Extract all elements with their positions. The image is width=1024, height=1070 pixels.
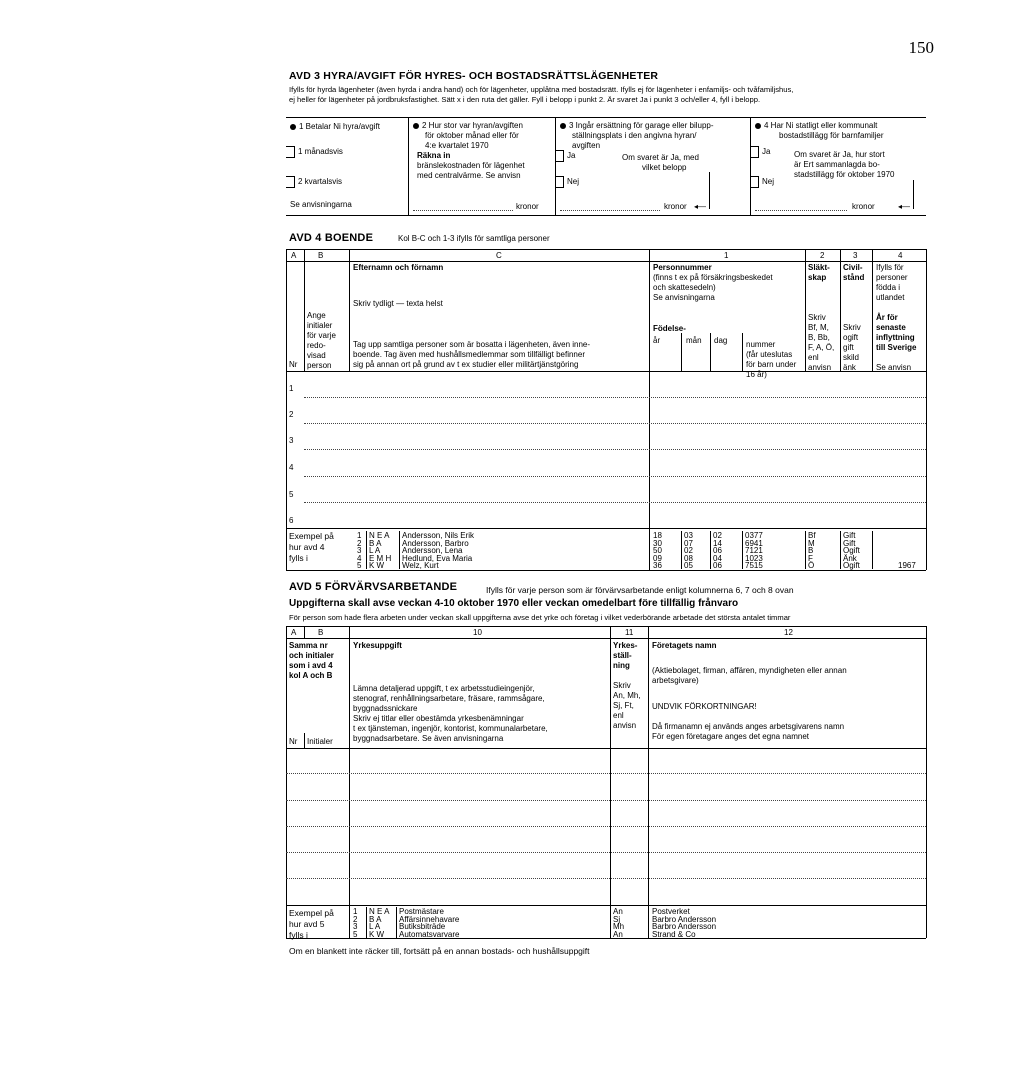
q1-note: Se anvisningarna — [290, 200, 352, 209]
example-cell-nr: 1 — [353, 907, 358, 916]
example-cell-dag: 06 — [713, 561, 722, 571]
example-cell-ftg: Barbro Andersson — [652, 922, 717, 932]
example-cell-ini: K W — [369, 929, 385, 939]
avd5-col-letter-10: 10 — [473, 628, 482, 637]
example-cell-yrke: Butiksbiträde — [399, 922, 446, 932]
avd5-footer: Om en blankett inte räcker till, fortsätt på en annan bostads- och hushållsuppgift — [289, 946, 590, 956]
arrow-left-icon: ◂— — [694, 202, 707, 211]
example-cell-yrke: Postmästare — [399, 907, 444, 916]
example-cell-stall: An — [613, 907, 623, 916]
avd4-example-label: Exempel på hur avd 4 fylls i — [289, 531, 334, 563]
col-letter-a: A — [291, 251, 297, 260]
example-cell-name: Andersson, Lena — [402, 546, 463, 556]
avd5-col-11-header: Yrkes- ställ- ning Skriv An, Mh, Sj, Ft, enl anvisn — [613, 641, 641, 730]
col-b-header: Ange initialer för varje redo- visad person — [307, 311, 336, 370]
bullet-icon — [560, 123, 566, 129]
q4-note: Om svaret är Ja, hur stort är Ert sammanlagda bo- stadstillägg för oktober 1970 — [794, 150, 895, 179]
example-cell-dag: 02 — [713, 531, 722, 540]
example-cell-name: Andersson, Barbro — [402, 538, 469, 548]
avd3-intro-1: Ifylls för hyrda lägenheter (även hyrda i andra hand) och för lägenheter, upplåtna med bostadsrätt. Ifylls ej för lägenheter i enfamiljs- och tvåfamiljshus, — [289, 85, 794, 94]
avd5-col-12-text: (Aktiebolaget, firman, affären, myndigheten eller annan arbetsgivare) UNDVIK FÖRKORTNINGAR! Då firmanamn ej används anges arbetsgivarens namn För egen företagare anges det egna namnet — [652, 666, 847, 741]
avd5-week-line: Uppgifterna skall avse veckan 4-10 oktober 1970 eller veckan omedelbart före tillfällig frånvaro — [289, 598, 739, 609]
q4-yes[interactable]: Ja — [750, 146, 770, 158]
example-cell-ini: N E A — [369, 531, 390, 540]
example-cell-nr: 2 — [353, 914, 358, 924]
example-cell-num: 7515 — [745, 561, 763, 571]
q4-amount-field[interactable] — [755, 210, 847, 211]
avd5-col-letter-a: A — [291, 628, 297, 637]
col-1-fodelse: Födelse- — [653, 324, 686, 333]
example-cell-ini: B A — [369, 914, 382, 924]
example-cell-civ: Gift — [843, 531, 856, 540]
example-cell-ftg: Postverket — [652, 907, 690, 916]
q4-text: 4 Har Ni statligt eller kommunalt bostadstillägg för barnfamiljer — [755, 121, 884, 141]
example-cell-man: 02 — [684, 546, 693, 556]
col-c-header: Efternamn och förnamn — [353, 263, 444, 272]
row-number: 4 — [289, 463, 294, 472]
col-letter-2: 2 — [820, 251, 825, 260]
col-letter-3: 3 — [853, 251, 858, 260]
avd5-col-letter-b: B — [318, 628, 324, 637]
row-number: 3 — [289, 436, 294, 445]
example-cell-ftg: Strand & Co — [652, 929, 696, 939]
col-4-header: Ifylls för personer födda i utlandet År för senaste inflyttning till Sverige Se anvisn — [876, 263, 917, 372]
example-cell-ar_inf: 1967 — [898, 561, 916, 571]
example-cell-ar: 30 — [653, 538, 662, 548]
example-cell-man: 08 — [684, 553, 693, 563]
avd3-intro-2: ej heller för lägenheter på jordbruksfastighet. Sätt x i den ruta det gäller. Fyll i belopp i punkt 2. Är svaret Ja i punkt 3 och/eller 4, fyll i belopp. — [289, 95, 761, 104]
avd5-col-10-text: Lämna detaljerad uppgift, t ex arbetsstudieingenjör, stenograf, renhållningsarbetare, fräsare, rammsågare, byggnadssnickare Skriv ej titlar eller obestämda yrkesbenämningar t ex tjänsteman, ingenjör, kontorist, kommunalarbetare, byggnadsarbetare. Se även anvisningarna — [353, 684, 548, 743]
q3-amount-field[interactable] — [560, 210, 660, 211]
example-cell-nr: 1 — [357, 531, 362, 540]
row-entry-field[interactable] — [304, 423, 926, 424]
avd3-title: AVD 3 HYRA/AVGIFT FÖR HYRES- OCH BOSTADSRÄTTSLÄGENHETER — [289, 70, 659, 82]
example-cell-slakt: B — [808, 546, 814, 556]
page-number: 150 — [908, 38, 934, 57]
example-cell-yrke: Automatsvarvare — [399, 929, 460, 939]
checkbox-monthly[interactable] — [286, 146, 295, 158]
example-cell-nr: 3 — [357, 546, 362, 556]
row-entry-field[interactable] — [304, 476, 926, 477]
row-entry-field[interactable] — [304, 502, 926, 503]
row-number: 6 — [289, 516, 294, 525]
example-cell-name: Andersson, Nils Erik — [402, 531, 475, 540]
avd5-note-line: För person som hade flera arbeten under veckan skall uppgifterna avse det yrke och företag i vilket vederbörande arbetade det största antalet timmar — [289, 613, 791, 622]
row-entry-field[interactable] — [286, 852, 926, 853]
col-1-man: mån — [686, 336, 702, 345]
q4-unit: kronor — [852, 202, 875, 211]
avd5-col-12-header: Företagets namn — [652, 641, 717, 650]
example-cell-civ: Gift — [843, 538, 856, 548]
example-cell-civ: Ogift — [843, 561, 860, 571]
example-cell-stall: Sj — [613, 914, 621, 924]
example-cell-civ: Änk — [843, 553, 857, 563]
avd4-title: AVD 4 BOENDE — [289, 232, 374, 244]
checkbox-q4-yes[interactable] — [750, 146, 759, 158]
col-3-header: Civil- stånd Skriv ogift gift skild änk — [843, 263, 865, 372]
example-cell-num: 0377 — [745, 531, 763, 540]
example-cell-dag: 06 — [713, 546, 722, 556]
bullet-icon — [413, 123, 419, 129]
col-letter-c: C — [496, 251, 502, 260]
example-cell-civ: Ogift — [843, 546, 860, 556]
checkbox-q3-yes[interactable] — [555, 150, 564, 162]
col-1-dag: dag — [714, 336, 728, 345]
example-cell-nr: 2 — [357, 538, 362, 548]
q2-unit: kronor — [516, 202, 539, 211]
example-cell-num: 6941 — [745, 538, 763, 548]
example-cell-man: 03 — [684, 531, 693, 540]
row-entry-field[interactable] — [286, 878, 926, 879]
row-entry-field[interactable] — [304, 449, 926, 450]
avd5-col-letter-12: 12 — [784, 628, 793, 637]
row-number: 5 — [289, 490, 294, 499]
example-cell-dag: 04 — [713, 553, 722, 563]
example-cell-ini: L A — [369, 546, 381, 556]
q1-option-monthly[interactable]: 1 månadsvis — [286, 146, 343, 158]
bullet-icon — [290, 124, 296, 130]
row-number: 2 — [289, 410, 294, 419]
checkbox-quarterly[interactable] — [286, 176, 295, 188]
avd5-col-nr: Nr — [289, 737, 298, 746]
checkbox-q4-no[interactable] — [750, 176, 759, 188]
checkbox-q3-no[interactable] — [555, 176, 564, 188]
col-1-ar: år — [653, 336, 661, 345]
example-cell-yrke: Affärsinnehavare — [399, 914, 460, 924]
avd5-example-label: Exempel på hur avd 5 fylls i — [289, 908, 334, 940]
col-2-header: Släkt- skap Skriv Bf, M, B, Bb, F, A, Ö, enl anvisn — [808, 263, 835, 372]
example-cell-ini: L A — [369, 922, 381, 932]
example-cell-slakt: M — [808, 538, 815, 548]
col-letter-1: 1 — [724, 251, 729, 260]
example-cell-name: Welz, Kurt — [402, 561, 439, 571]
example-cell-man: 05 — [684, 561, 693, 571]
q3-no[interactable]: Nej — [555, 176, 579, 188]
avd5-col-ab-header: Samma nr och initialer som i avd 4 kol A och B — [289, 641, 334, 680]
col-letter-b: B — [318, 251, 324, 260]
col-1-header: Personnummer (finns t ex på försäkringsbeskedet och skattesedeln) Se anvisningarna — [653, 263, 773, 302]
col-c-text: Tag upp samtliga personer som är bosatta i lägenheten, även inne- boende. Tag även med hushållsmedlemmar som tillfälligt befinner sig på annan ort på grund av t ex studier eller militärtjänstgöring — [353, 340, 591, 369]
avd4-subtitle: Kol B-C och 1-3 ifylls för samtliga personer — [398, 234, 550, 243]
q3-unit: kronor — [664, 202, 687, 211]
q2-text: 2 Hur stor var hyran/avgiften för oktober månad eller för 4:e kvartalet 1970 Räkna in bränslekostnaden för lägenhet med centralvärme. Se anvisn — [413, 121, 525, 181]
example-cell-ini: E M H — [369, 553, 392, 563]
q4-no[interactable]: Nej — [750, 176, 774, 188]
example-cell-nr: 3 — [353, 922, 358, 932]
example-cell-num: 1023 — [745, 553, 763, 563]
q1-option-quarterly[interactable]: 2 kvartalsvis — [286, 176, 342, 188]
example-cell-name: Hedlund, Eva Maria — [402, 553, 473, 563]
example-cell-man: 07 — [684, 538, 693, 548]
row-number: 1 — [289, 384, 294, 393]
avd5-col-letter-11: 11 — [625, 628, 634, 637]
example-cell-nr: 5 — [353, 929, 358, 939]
col-c-instr: Skriv tydligt — texta helst — [353, 299, 443, 308]
q3-note: Om svaret är Ja, med vilket belopp — [622, 153, 699, 172]
avd5-col-initialer: Initialer — [307, 737, 333, 746]
col-1-note: (får uteslutas för barn under 16 år) — [746, 350, 797, 379]
example-cell-slakt: Ö — [808, 561, 815, 571]
example-cell-ar: 18 — [653, 531, 662, 540]
col-nr-header: Nr — [289, 360, 298, 369]
q3-yes[interactable]: Ja — [555, 150, 575, 162]
example-cell-nr: 5 — [357, 561, 362, 571]
avd5-col-10-header: Yrkesuppgift — [353, 641, 402, 650]
q2-amount-field[interactable] — [413, 210, 513, 211]
row-entry-field[interactable] — [286, 800, 926, 801]
example-cell-slakt: F — [808, 553, 813, 563]
example-cell-dag: 14 — [713, 538, 722, 548]
col-1-nummer: nummer — [746, 340, 776, 349]
example-cell-ar: 36 — [653, 561, 662, 571]
example-cell-ar: 50 — [653, 546, 662, 556]
example-cell-nr: 4 — [357, 553, 362, 563]
example-cell-ini: K W — [369, 561, 385, 571]
bullet-icon — [755, 123, 761, 129]
row-entry-field[interactable] — [286, 773, 926, 774]
col-letter-4: 4 — [898, 251, 903, 260]
q3-text: 3 Ingår ersättning för garage eller bilupp- ställningsplats i den angivna hyran/ avgiften — [560, 121, 714, 151]
example-cell-ini: N E A — [369, 907, 390, 916]
example-cell-num: 7121 — [745, 546, 763, 556]
row-entry-field[interactable] — [304, 397, 926, 398]
example-cell-ini: B A — [369, 538, 382, 548]
example-cell-ar: 09 — [653, 553, 662, 563]
avd5-title: AVD 5 FÖRVÄRVSARBETANDE — [289, 581, 458, 593]
example-cell-slakt: Bf — [808, 531, 816, 540]
arrow-left-icon: ◂— — [898, 202, 911, 211]
row-entry-field[interactable] — [286, 826, 926, 827]
q1-label: 1 Betalar Ni hyra/avgift — [290, 122, 380, 132]
example-cell-stall: Mh — [613, 922, 625, 932]
avd5-title-note: Ifylls för varje person som är förvärvsarbetande enligt kolumnerna 6, 7 och 8 ovan — [486, 585, 794, 595]
example-cell-stall: An — [613, 929, 623, 939]
example-cell-ftg: Barbro Andersson — [652, 914, 717, 924]
